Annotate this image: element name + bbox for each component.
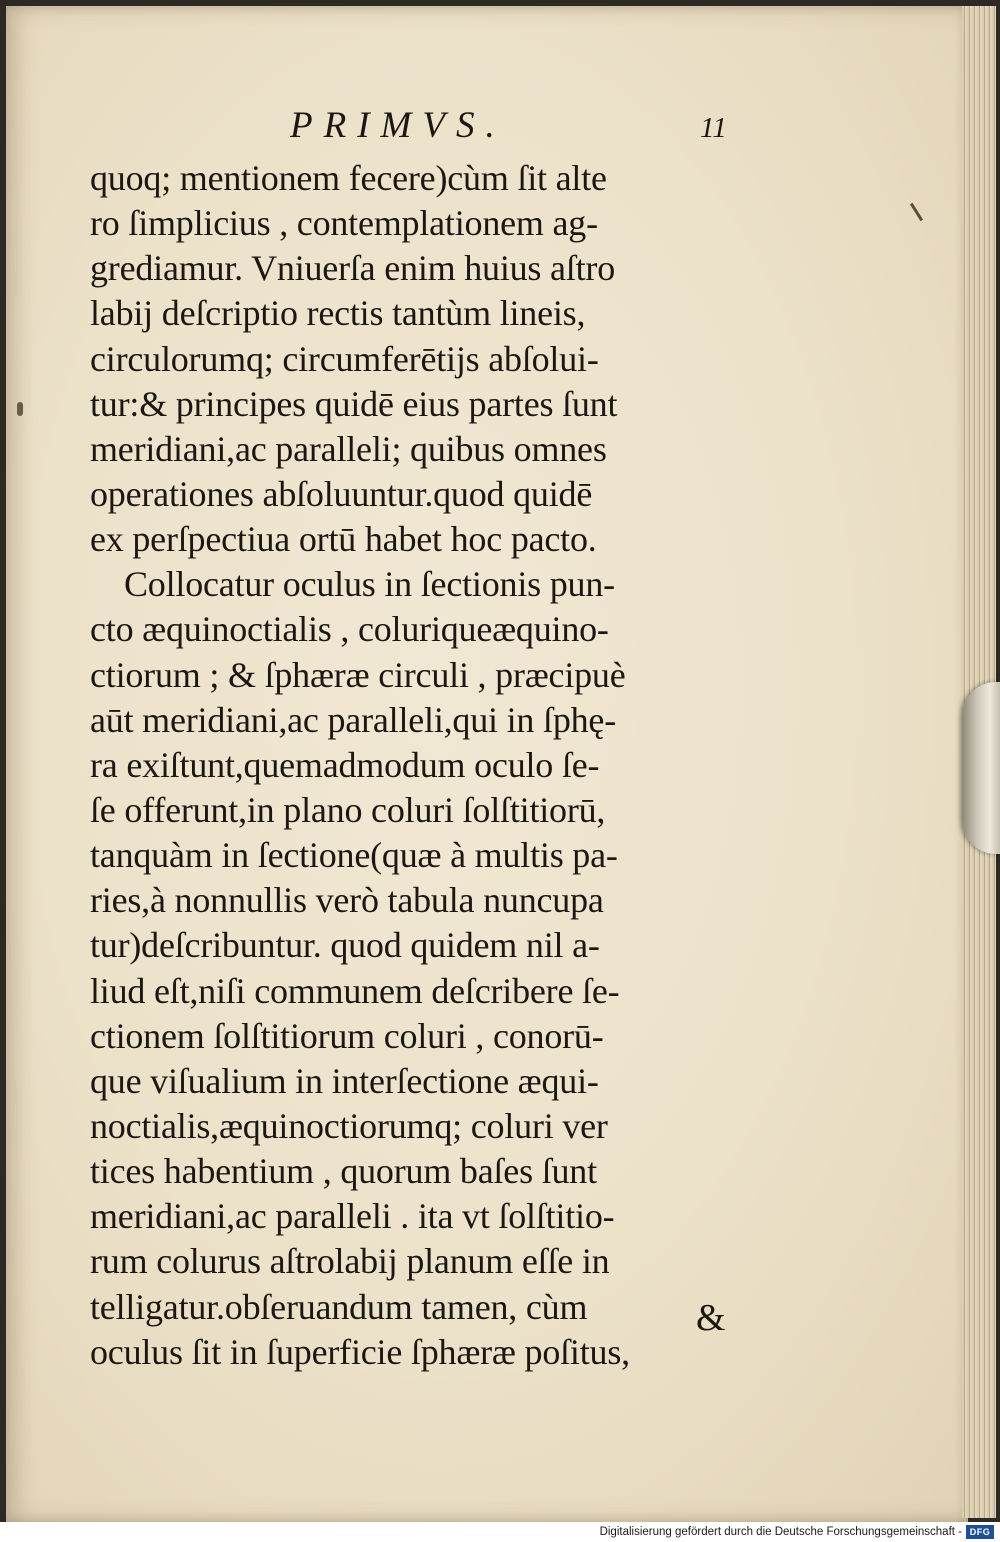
text-line: labij deſcriptio rectis tantùm lineis, xyxy=(90,293,586,334)
text-line: cto æquinoctialis , coluriqueæquino- xyxy=(90,609,609,650)
digitization-footer xyxy=(0,1522,1000,1542)
book-clasp xyxy=(962,682,1000,854)
text-line: noctialis,æquinoctiorumq; coluri ver xyxy=(90,1105,608,1146)
funding-credit: Digitalisierung gefördert durch die Deutsche Forschungsgemeinschaft - xyxy=(599,1526,962,1538)
page-edge-mark xyxy=(17,402,23,416)
running-head xyxy=(256,104,736,152)
book-page xyxy=(6,6,968,1522)
text-line: aūt meridiani,ac paralleli,qui in ſphę- xyxy=(90,699,616,740)
body-text xyxy=(90,156,740,1375)
text-line: grediamur. Vniuerſa enim huius aſtro xyxy=(90,248,616,289)
text-line: ctionem ſolſtitiorum coluri , conorū- xyxy=(90,1015,604,1056)
text-line: tur)deſcribuntur. quod quidem nil a- xyxy=(90,925,600,966)
text-line: telligatur.obſeruandum tamen, cùm xyxy=(90,1286,588,1327)
text-line: ex perſpectiua ortū habet hoc pacto. xyxy=(90,519,597,560)
text-line: meridiani,ac paralleli; quibus omnes xyxy=(90,428,607,469)
text-line: tices habentium , quorum baſes ſunt xyxy=(90,1151,597,1192)
text-line: tanquàm in ſectione(quæ à multis pa- xyxy=(90,835,618,876)
dfg-logo: DFG xyxy=(966,1525,994,1539)
text-line: ro ſimplicius , contemplationem ag- xyxy=(90,203,598,244)
text-line: tur:& principes quidē eius partes ſunt xyxy=(90,383,618,424)
text-line: ſe offerunt,in plano coluri ſolſtitiorū, xyxy=(90,789,606,830)
text-line: oculus ſit in ſuperficie ſphæræ poſitus, xyxy=(90,1331,630,1372)
ink-stroke-mark xyxy=(910,203,923,222)
page-number: 11 xyxy=(700,112,727,144)
text-line: quoq; mentionem fecere)cùm ſit alte xyxy=(90,158,607,198)
running-head-title: PRIMVS. xyxy=(290,105,506,146)
text-line: operationes abſoluuntur.quod quidē xyxy=(90,473,593,514)
text-line: ctiorum ; & ſphæræ circuli , præcipuè xyxy=(90,654,626,695)
text-line: liud eſt,niſi communem deſcribere ſe- xyxy=(90,970,620,1011)
text-line: circulorumq; circumferētijs abſolui- xyxy=(90,338,599,379)
catchword: & xyxy=(696,1297,726,1339)
text-line: que viſualium in interſectione æqui- xyxy=(90,1060,599,1101)
text-line: rum colurus aſtrolabij planum eſſe in xyxy=(90,1241,610,1282)
text-line: ra exiſtunt,quemadmodum oculo ſe- xyxy=(90,744,600,785)
text-line: ries,à nonnullis verò tabula nuncupa xyxy=(90,880,604,921)
text-line: Collocatur oculus in ſectionis pun- xyxy=(124,564,615,605)
text-line: meridiani,ac paralleli . ita vt ſolſtitio- xyxy=(90,1196,615,1237)
